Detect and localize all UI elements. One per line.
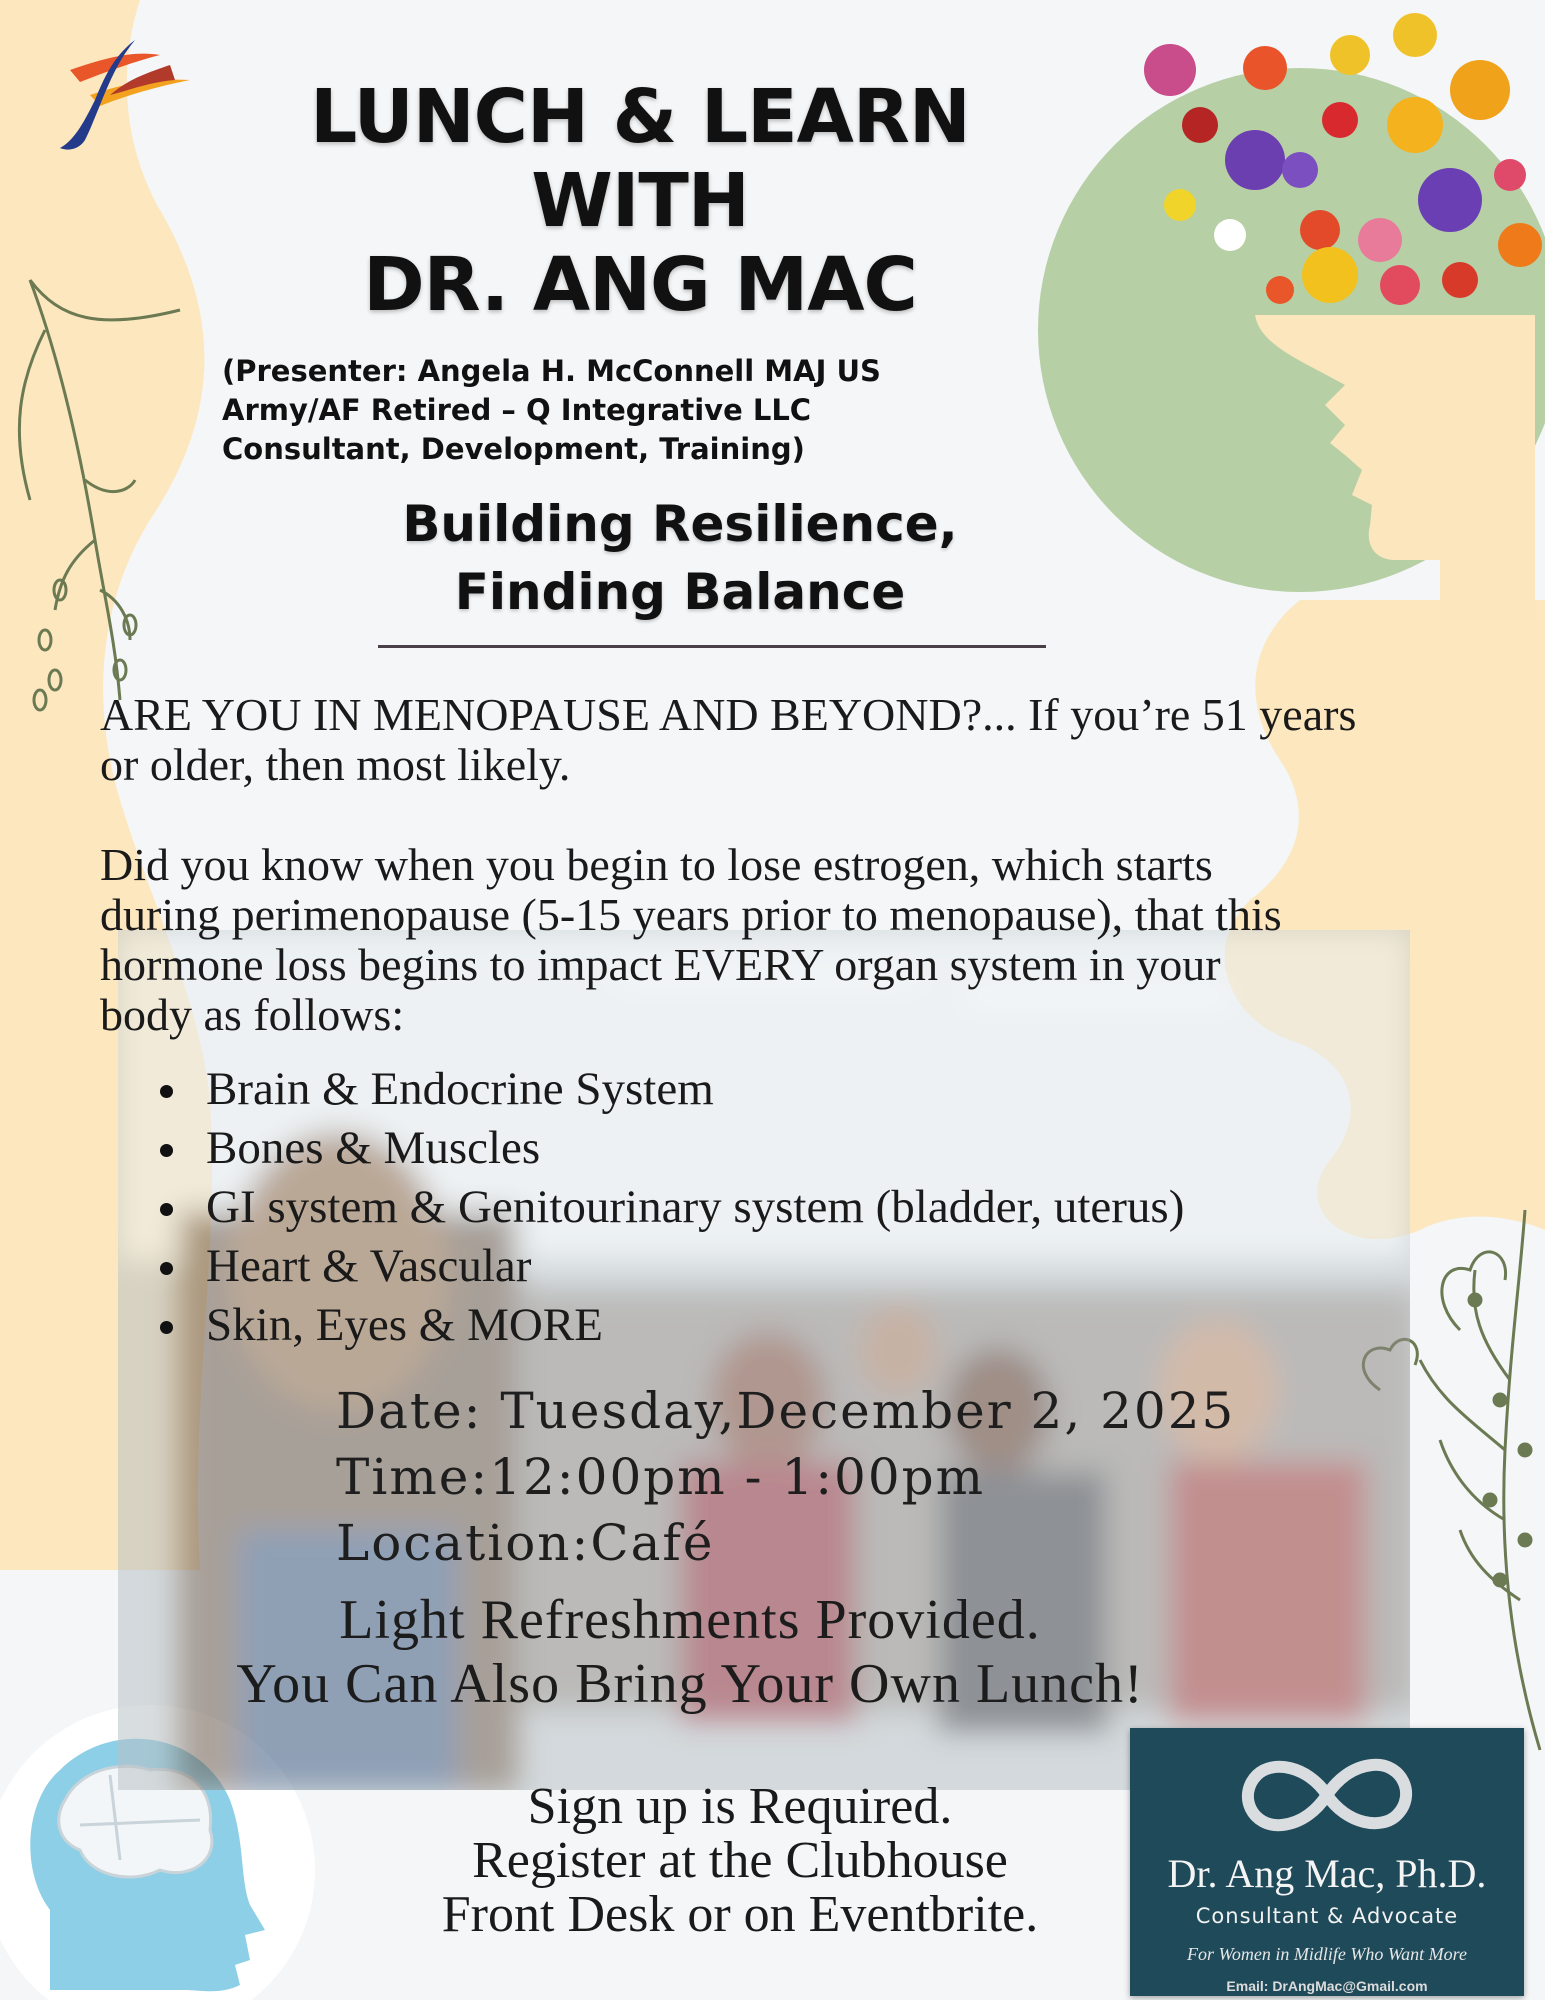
bullet-dot-icon xyxy=(160,1203,173,1216)
brand-card xyxy=(1130,1728,1524,1996)
event-time: Time:12:00pm - 1:00pm xyxy=(336,1448,986,1506)
title-line: DR. ANG MAC xyxy=(363,242,917,328)
signup-line: Register at the Clubhouse xyxy=(472,1832,1008,1889)
event-location: Location:Café xyxy=(336,1514,715,1572)
signup-note xyxy=(380,1780,1100,1942)
list-item-text: Heart & Vascular xyxy=(206,1240,532,1292)
refresh-line: You Can Also Bring Your Own Lunch! xyxy=(236,1653,1144,1715)
title-line: LUNCH & LEARN xyxy=(310,74,970,160)
list-item-text: Brain & Endocrine System xyxy=(206,1063,714,1115)
presenter-line: Consultant, Development, Training) xyxy=(222,432,805,466)
subtitle-line: Finding Balance xyxy=(454,563,906,621)
bullet-dot-icon xyxy=(160,1085,173,1098)
intro-line: ARE YOU IN MENOPAUSE AND BEYOND?... If you’re 51 years xyxy=(100,689,1357,740)
infinity-icon xyxy=(1227,1750,1427,1840)
list-item xyxy=(150,1296,1350,1355)
brand-tagline: For Women in Midlife Who Want More xyxy=(1187,1944,1467,1964)
presenter-line: Army/AF Retired – Q Integrative LLC xyxy=(222,393,812,427)
body-line: during perimenopause (5-15 years prior to menopause), that this xyxy=(100,889,1282,940)
event-date: Date: Tuesday,December 2, 2025 xyxy=(336,1382,1236,1440)
signup-line: Sign up is Required. xyxy=(527,1778,953,1835)
bullet-dot-icon xyxy=(160,1321,173,1334)
swoosh-logo-icon xyxy=(40,20,200,155)
title-line: WITH xyxy=(531,158,749,244)
brand-email: Email: DrAngMac@Gmail.com xyxy=(1226,1978,1428,1994)
list-item xyxy=(150,1237,1350,1296)
event-details xyxy=(336,1378,1236,1576)
flyer-subtitle xyxy=(330,490,1030,626)
list-item xyxy=(150,1178,1350,1237)
list-item xyxy=(150,1060,1350,1119)
intro-text xyxy=(100,690,1460,1040)
body-line: hormone loss begins to impact EVERY organ system in your xyxy=(100,939,1221,990)
signup-line: Front Desk or on Eventbrite. xyxy=(441,1886,1039,1943)
body-line: Did you know when you begin to lose estrogen, which starts xyxy=(100,839,1213,890)
intro-line: or older, then most likely. xyxy=(100,739,571,790)
flyer-title xyxy=(260,75,1020,327)
brand-name: Dr. Ang Mac, Ph.D. xyxy=(1167,1851,1487,1896)
list-item xyxy=(150,1119,1350,1178)
divider xyxy=(378,645,1046,648)
body-line: body as follows: xyxy=(100,989,405,1040)
brand-role: Consultant & Advocate xyxy=(1195,1904,1459,1928)
bullet-dot-icon xyxy=(160,1262,173,1275)
bullet-dot-icon xyxy=(160,1144,173,1157)
list-item-text: GI system & Genitourinary system (bladder, uterus) xyxy=(206,1181,1185,1233)
refresh-line: Light Refreshments Provided. xyxy=(339,1589,1041,1651)
list-item-text: Bones & Muscles xyxy=(206,1122,541,1174)
presenter-info xyxy=(222,352,982,469)
refreshments-note xyxy=(180,1588,1200,1716)
organ-system-list xyxy=(150,1060,1350,1355)
presenter-line: (Presenter: Angela H. McConnell MAJ US xyxy=(222,354,881,388)
list-item-text: Skin, Eyes & MORE xyxy=(206,1299,603,1351)
subtitle-line: Building Resilience, xyxy=(402,495,958,553)
